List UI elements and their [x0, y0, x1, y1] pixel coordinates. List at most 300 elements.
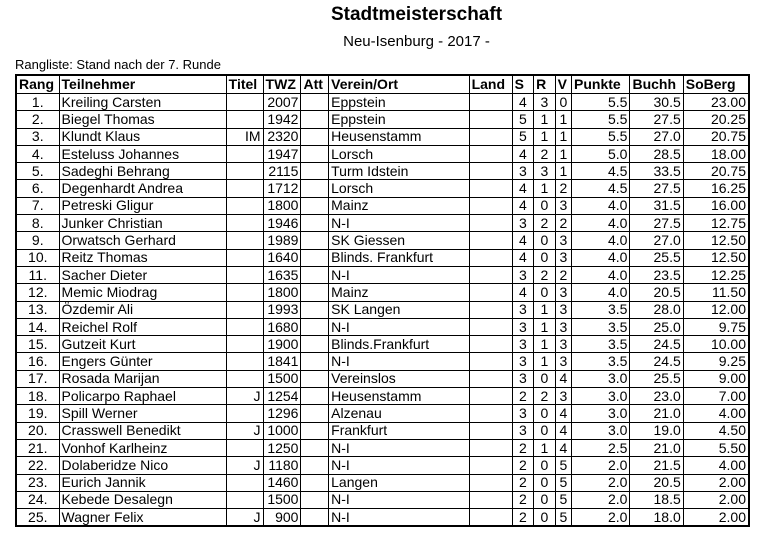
col-header-twz: TWZ	[263, 75, 301, 94]
cell-teilnehmer: Kreiling Carsten	[59, 94, 226, 111]
cell-verein: Lorsch	[329, 145, 469, 162]
col-header-buchh: Buchh	[630, 75, 683, 94]
cell-teilnehmer: Sadeghi Behrang	[59, 163, 226, 180]
cell-titel	[226, 232, 263, 249]
cell-r: 3	[534, 163, 556, 180]
table-row	[16, 301, 749, 318]
cell-twz: 1800	[263, 197, 301, 214]
cell-soberg: 4.50	[683, 422, 749, 439]
cell-punkte: 4.0	[572, 197, 630, 214]
table-row	[16, 370, 749, 387]
cell-teilnehmer: Klundt Klaus	[59, 128, 226, 145]
cell-teilnehmer: Eurich Jannik	[59, 474, 226, 491]
col-header-rang: Rang	[16, 75, 59, 94]
cell-land	[469, 301, 512, 318]
cell-v: 3	[555, 353, 571, 370]
cell-buchh: 28.0	[630, 301, 683, 318]
cell-land	[469, 388, 512, 405]
cell-twz: 1712	[263, 180, 301, 197]
cell-titel	[226, 215, 263, 232]
cell-verein: Blinds.Frankfurt	[329, 336, 469, 353]
cell-r: 0	[534, 370, 556, 387]
cell-v: 4	[555, 370, 571, 387]
cell-r: 2	[534, 145, 556, 162]
cell-att	[301, 266, 329, 283]
cell-titel	[226, 405, 263, 422]
cell-punkte: 3.5	[572, 336, 630, 353]
cell-land	[469, 509, 512, 527]
cell-rang: 20.	[16, 422, 59, 439]
cell-land	[469, 266, 512, 283]
cell-rang: 7.	[16, 197, 59, 214]
cell-titel	[226, 336, 263, 353]
cell-r: 0	[534, 197, 556, 214]
cell-v: 0	[555, 94, 571, 111]
table-row	[16, 197, 749, 214]
col-header-v: V	[555, 75, 571, 94]
cell-s: 3	[512, 301, 534, 318]
cell-s: 3	[512, 266, 534, 283]
cell-twz: 1680	[263, 318, 301, 335]
cell-v: 3	[555, 249, 571, 266]
cell-titel: J	[226, 422, 263, 439]
cell-punkte: 3.0	[572, 388, 630, 405]
cell-land	[469, 336, 512, 353]
cell-s: 4	[512, 94, 534, 111]
cell-v: 1	[555, 128, 571, 145]
cell-teilnehmer: Özdemir Ali	[59, 301, 226, 318]
cell-land	[469, 370, 512, 387]
table-row	[16, 405, 749, 422]
cell-buchh: 27.0	[630, 232, 683, 249]
cell-twz: 1500	[263, 491, 301, 508]
cell-land	[469, 180, 512, 197]
cell-r: 0	[534, 491, 556, 508]
cell-r: 1	[534, 180, 556, 197]
cell-s: 3	[512, 370, 534, 387]
cell-titel	[226, 111, 263, 128]
cell-twz: 1989	[263, 232, 301, 249]
cell-buchh: 31.5	[630, 197, 683, 214]
cell-teilnehmer: Junker Christian	[59, 215, 226, 232]
cell-rang: 3.	[16, 128, 59, 145]
cell-att	[301, 422, 329, 439]
col-header-att: Att	[301, 75, 329, 94]
cell-buchh: 27.5	[630, 111, 683, 128]
cell-soberg: 2.00	[683, 491, 749, 508]
cell-rang: 9.	[16, 232, 59, 249]
table-row	[16, 180, 749, 197]
cell-rang: 15.	[16, 336, 59, 353]
cell-twz: 1254	[263, 388, 301, 405]
cell-titel	[226, 266, 263, 283]
cell-teilnehmer: Degenhardt Andrea	[59, 180, 226, 197]
cell-twz: 1800	[263, 284, 301, 301]
cell-verein: Heusenstamm	[329, 128, 469, 145]
cell-rang: 10.	[16, 249, 59, 266]
cell-rang: 21.	[16, 439, 59, 456]
cell-land	[469, 111, 512, 128]
table-header-row	[16, 75, 749, 94]
table-row	[16, 266, 749, 283]
cell-verein: Eppstein	[329, 111, 469, 128]
cell-soberg: 10.00	[683, 336, 749, 353]
table-row	[16, 232, 749, 249]
col-header-verein: Verein/Ort	[329, 75, 469, 94]
cell-buchh: 24.5	[630, 353, 683, 370]
table-row	[16, 422, 749, 439]
cell-teilnehmer: Reichel Rolf	[59, 318, 226, 335]
cell-v: 1	[555, 163, 571, 180]
cell-s: 3	[512, 353, 534, 370]
cell-punkte: 4.0	[572, 232, 630, 249]
cell-twz: 1296	[263, 405, 301, 422]
cell-teilnehmer: Petreski Gligur	[59, 197, 226, 214]
cell-s: 2	[512, 509, 534, 527]
table-row	[16, 284, 749, 301]
cell-r: 0	[534, 249, 556, 266]
cell-twz: 1841	[263, 353, 301, 370]
cell-punkte: 2.0	[572, 474, 630, 491]
cell-twz: 900	[263, 509, 301, 527]
cell-v: 3	[555, 318, 571, 335]
cell-att	[301, 145, 329, 162]
cell-s: 2	[512, 457, 534, 474]
cell-verein: N-I	[329, 215, 469, 232]
cell-teilnehmer: Wagner Felix	[59, 509, 226, 527]
cell-verein: N-I	[329, 509, 469, 527]
cell-s: 5	[512, 111, 534, 128]
cell-titel	[226, 491, 263, 508]
cell-buchh: 27.0	[630, 128, 683, 145]
cell-att	[301, 284, 329, 301]
cell-titel: IM	[226, 128, 263, 145]
cell-rang: 1.	[16, 94, 59, 111]
cell-land	[469, 145, 512, 162]
cell-verein: SK Langen	[329, 301, 469, 318]
table-row	[16, 509, 749, 527]
cell-titel: J	[226, 457, 263, 474]
cell-att	[301, 180, 329, 197]
cell-rang: 5.	[16, 163, 59, 180]
cell-v: 2	[555, 266, 571, 283]
cell-soberg: 20.75	[683, 163, 749, 180]
col-header-soberg: SoBerg	[683, 75, 749, 94]
cell-buchh: 25.5	[630, 249, 683, 266]
cell-buchh: 21.5	[630, 457, 683, 474]
cell-buchh: 18.0	[630, 509, 683, 527]
cell-s: 2	[512, 439, 534, 456]
cell-buchh: 18.5	[630, 491, 683, 508]
cell-land	[469, 128, 512, 145]
cell-buchh: 27.5	[630, 215, 683, 232]
cell-land	[469, 249, 512, 266]
cell-land	[469, 232, 512, 249]
cell-att	[301, 163, 329, 180]
cell-titel	[226, 180, 263, 197]
cell-v: 3	[555, 301, 571, 318]
cell-att	[301, 215, 329, 232]
cell-soberg: 18.00	[683, 145, 749, 162]
cell-soberg: 20.75	[683, 128, 749, 145]
cell-twz: 1942	[263, 111, 301, 128]
cell-att	[301, 491, 329, 508]
cell-s: 2	[512, 388, 534, 405]
page-subtitle: Neu-Isenburg - 2017 -	[343, 33, 490, 50]
cell-att	[301, 388, 329, 405]
cell-soberg: 12.75	[683, 215, 749, 232]
cell-verein: Alzenau	[329, 405, 469, 422]
cell-buchh: 28.5	[630, 145, 683, 162]
col-header-teilnehmer: Teilnehmer	[59, 75, 226, 94]
cell-verein: SK Giessen	[329, 232, 469, 249]
cell-rang: 17.	[16, 370, 59, 387]
cell-rang: 18.	[16, 388, 59, 405]
table-row	[16, 111, 749, 128]
ranking-caption: Rangliste: Stand nach der 7. Runde	[15, 57, 221, 72]
cell-s: 3	[512, 336, 534, 353]
cell-verein: Mainz	[329, 197, 469, 214]
cell-land	[469, 215, 512, 232]
cell-twz: 1000	[263, 422, 301, 439]
cell-teilnehmer: Esteluss Johannes	[59, 145, 226, 162]
cell-v: 2	[555, 180, 571, 197]
cell-v: 4	[555, 405, 571, 422]
cell-r: 1	[534, 336, 556, 353]
cell-land	[469, 94, 512, 111]
cell-land	[469, 491, 512, 508]
cell-verein: Frankfurt	[329, 422, 469, 439]
cell-s: 3	[512, 215, 534, 232]
cell-verein: N-I	[329, 457, 469, 474]
cell-punkte: 3.5	[572, 301, 630, 318]
cell-v: 2	[555, 215, 571, 232]
cell-land	[469, 405, 512, 422]
cell-punkte: 2.5	[572, 439, 630, 456]
cell-titel	[226, 94, 263, 111]
cell-r: 1	[534, 353, 556, 370]
table-row	[16, 474, 749, 491]
cell-verein: N-I	[329, 266, 469, 283]
table-row	[16, 353, 749, 370]
cell-verein: Heusenstamm	[329, 388, 469, 405]
cell-punkte: 4.0	[572, 266, 630, 283]
cell-teilnehmer: Orwatsch Gerhard	[59, 232, 226, 249]
cell-titel	[226, 163, 263, 180]
cell-punkte: 3.0	[572, 405, 630, 422]
table-row	[16, 336, 749, 353]
cell-land	[469, 474, 512, 491]
table-row	[16, 388, 749, 405]
cell-twz: 1993	[263, 301, 301, 318]
col-header-punkte: Punkte	[572, 75, 630, 94]
cell-att	[301, 336, 329, 353]
cell-v: 1	[555, 145, 571, 162]
cell-v: 4	[555, 422, 571, 439]
cell-teilnehmer: Kebede Desalegn	[59, 491, 226, 508]
cell-s: 4	[512, 197, 534, 214]
cell-v: 5	[555, 457, 571, 474]
cell-titel	[226, 439, 263, 456]
cell-v: 3	[555, 284, 571, 301]
cell-s: 3	[512, 163, 534, 180]
cell-punkte: 3.5	[572, 353, 630, 370]
cell-buchh: 23.0	[630, 388, 683, 405]
cell-rang: 11.	[16, 266, 59, 283]
cell-land	[469, 422, 512, 439]
cell-titel	[226, 284, 263, 301]
cell-titel: J	[226, 509, 263, 527]
cell-buchh: 27.5	[630, 180, 683, 197]
cell-soberg: 12.25	[683, 266, 749, 283]
cell-soberg: 7.00	[683, 388, 749, 405]
cell-titel	[226, 145, 263, 162]
cell-rang: 22.	[16, 457, 59, 474]
table-row	[16, 145, 749, 162]
cell-soberg: 2.00	[683, 509, 749, 527]
cell-s: 4	[512, 180, 534, 197]
cell-punkte: 3.5	[572, 318, 630, 335]
cell-twz: 1946	[263, 215, 301, 232]
cell-rang: 14.	[16, 318, 59, 335]
cell-rang: 6.	[16, 180, 59, 197]
cell-punkte: 5.5	[572, 111, 630, 128]
cell-s: 4	[512, 145, 534, 162]
cell-verein: N-I	[329, 318, 469, 335]
cell-r: 2	[534, 388, 556, 405]
cell-r: 0	[534, 457, 556, 474]
cell-rang: 19.	[16, 405, 59, 422]
cell-twz: 1460	[263, 474, 301, 491]
cell-s: 4	[512, 284, 534, 301]
table-row	[16, 215, 749, 232]
cell-punkte: 2.0	[572, 509, 630, 527]
cell-teilnehmer: Rosada Marijan	[59, 370, 226, 387]
cell-r: 1	[534, 301, 556, 318]
cell-soberg: 9.00	[683, 370, 749, 387]
cell-titel	[226, 318, 263, 335]
cell-punkte: 4.5	[572, 163, 630, 180]
cell-buchh: 19.0	[630, 422, 683, 439]
cell-s: 3	[512, 318, 534, 335]
table-row	[16, 249, 749, 266]
cell-teilnehmer: Policarpo Raphael	[59, 388, 226, 405]
cell-land	[469, 318, 512, 335]
cell-rang: 13.	[16, 301, 59, 318]
cell-s: 4	[512, 249, 534, 266]
cell-rang: 23.	[16, 474, 59, 491]
cell-att	[301, 370, 329, 387]
cell-teilnehmer: Crasswell Benedikt	[59, 422, 226, 439]
cell-buchh: 23.5	[630, 266, 683, 283]
cell-v: 5	[555, 509, 571, 527]
cell-twz: 1635	[263, 266, 301, 283]
cell-twz: 1500	[263, 370, 301, 387]
cell-teilnehmer: Memic Miodrag	[59, 284, 226, 301]
cell-buchh: 30.5	[630, 94, 683, 111]
cell-teilnehmer: Engers Günter	[59, 353, 226, 370]
cell-r: 1	[534, 111, 556, 128]
cell-soberg: 11.50	[683, 284, 749, 301]
cell-punkte: 5.5	[572, 128, 630, 145]
cell-titel	[226, 370, 263, 387]
table-row	[16, 163, 749, 180]
cell-verein: N-I	[329, 353, 469, 370]
cell-att	[301, 509, 329, 527]
page-title: Stadtmeisterschaft	[330, 4, 503, 25]
cell-teilnehmer: Dolaberidze Nico	[59, 457, 226, 474]
cell-att	[301, 439, 329, 456]
cell-punkte: 2.0	[572, 457, 630, 474]
cell-twz: 1250	[263, 439, 301, 456]
cell-r: 0	[534, 405, 556, 422]
cell-s: 5	[512, 128, 534, 145]
standings-table	[15, 74, 750, 527]
cell-rang: 24.	[16, 491, 59, 508]
cell-land	[469, 197, 512, 214]
cell-r: 0	[534, 474, 556, 491]
table-row	[16, 439, 749, 456]
cell-soberg: 16.00	[683, 197, 749, 214]
cell-v: 5	[555, 474, 571, 491]
table-row	[16, 457, 749, 474]
cell-punkte: 4.0	[572, 215, 630, 232]
cell-punkte: 2.0	[572, 491, 630, 508]
cell-r: 2	[534, 215, 556, 232]
cell-rang: 16.	[16, 353, 59, 370]
cell-r: 0	[534, 422, 556, 439]
cell-land	[469, 284, 512, 301]
cell-v: 5	[555, 491, 571, 508]
col-header-land: Land	[469, 75, 512, 94]
cell-verein: N-I	[329, 439, 469, 456]
cell-soberg: 4.00	[683, 405, 749, 422]
cell-r: 0	[534, 284, 556, 301]
cell-twz: 2320	[263, 128, 301, 145]
cell-soberg: 9.75	[683, 318, 749, 335]
cell-land	[469, 457, 512, 474]
cell-soberg: 4.00	[683, 457, 749, 474]
cell-soberg: 16.25	[683, 180, 749, 197]
cell-punkte: 4.0	[572, 249, 630, 266]
cell-twz: 2007	[263, 94, 301, 111]
cell-rang: 2.	[16, 111, 59, 128]
cell-buchh: 21.0	[630, 439, 683, 456]
cell-att	[301, 94, 329, 111]
cell-land	[469, 353, 512, 370]
cell-twz: 1900	[263, 336, 301, 353]
cell-punkte: 5.0	[572, 145, 630, 162]
cell-rang: 8.	[16, 215, 59, 232]
table-row	[16, 491, 749, 508]
cell-v: 4	[555, 439, 571, 456]
cell-titel	[226, 353, 263, 370]
cell-verein: Lorsch	[329, 180, 469, 197]
cell-punkte: 4.5	[572, 180, 630, 197]
cell-titel: J	[226, 388, 263, 405]
cell-soberg: 23.00	[683, 94, 749, 111]
cell-att	[301, 197, 329, 214]
cell-soberg: 12.50	[683, 249, 749, 266]
cell-punkte: 3.0	[572, 422, 630, 439]
table-row	[16, 94, 749, 111]
cell-v: 1	[555, 111, 571, 128]
cell-verein: N-I	[329, 491, 469, 508]
cell-v: 3	[555, 388, 571, 405]
cell-r: 1	[534, 128, 556, 145]
cell-buchh: 21.0	[630, 405, 683, 422]
cell-titel	[226, 197, 263, 214]
